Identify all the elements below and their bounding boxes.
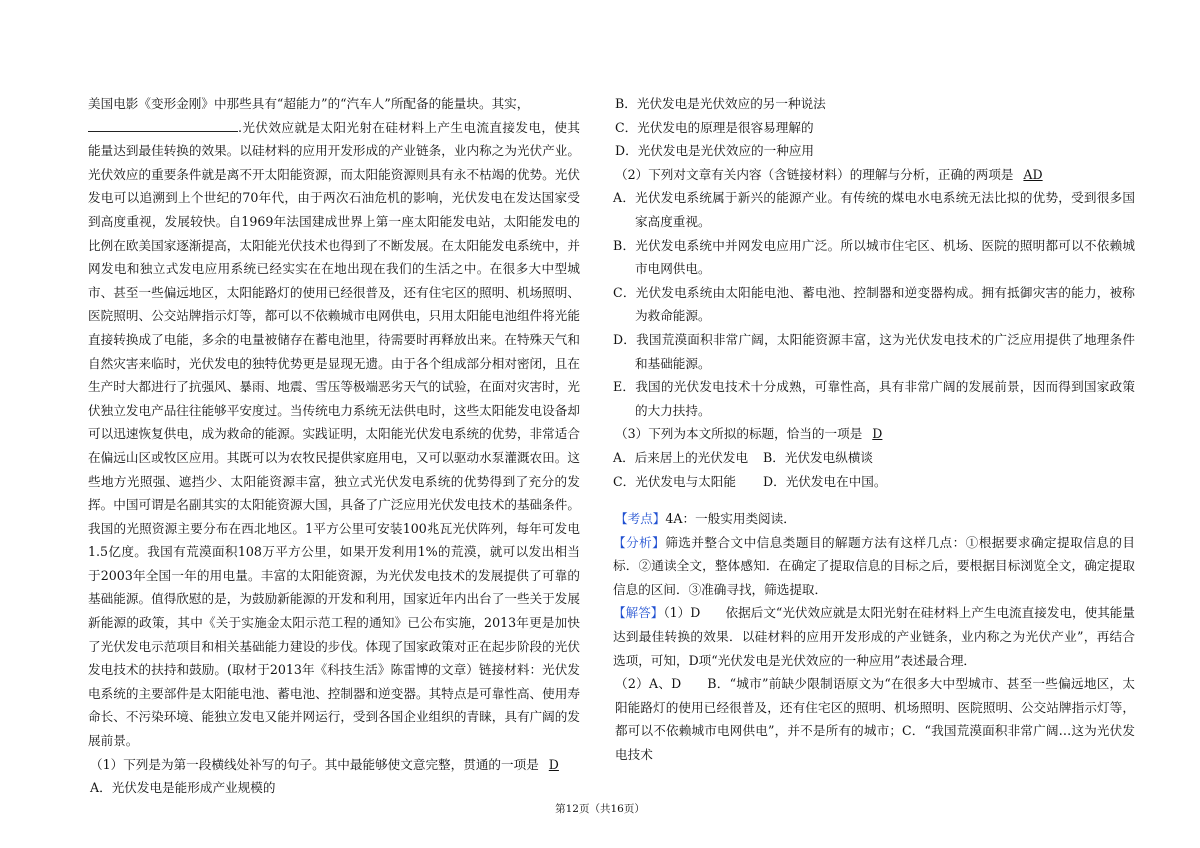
question-1-option-c: C．光伏发电的原理是很容易理解的 xyxy=(615,119,814,135)
question-3-answer: D xyxy=(872,426,883,442)
spacer xyxy=(613,493,1135,507)
question-3-text: （3）下列为本文所拟的标题，恰当的一项是 xyxy=(615,426,863,442)
question-3-options-row1 xyxy=(613,446,1135,470)
kaodian-tag: 【考点】 xyxy=(615,511,666,527)
question-1-text: （1）下列是为第一段横线处补写的句子。其中最能够使文意完整，贯通的一项是 xyxy=(90,756,539,772)
question-2-text: （2）下列对文章有关内容（含链接材料）的理解与分析，正确的两项是 xyxy=(615,166,1014,182)
question-2-option-a: A．光伏发电系统属于新兴的能源产业。有传统的煤电水电系统无法比拟的优势，受到很多国家高度重视。 xyxy=(613,190,1135,229)
question-2-option-b: B．光伏发电系统中并网发电应用广泛。所以城市住宅区、机场、医院的照明都可以不依赖城市电网供电。 xyxy=(613,237,1135,277)
question-1-option-d: D．光伏发电是光伏效应的一种应用 xyxy=(615,143,815,159)
question-3-option-b: B．光伏发电纵横谈 xyxy=(763,449,874,465)
jieda xyxy=(613,601,1135,672)
fenxi-text: 筛选并整合文中信息类题目的解题方法有这样几点：①根据要求确定提取信息的目标．②通读全文，整体感知．在确定了提取信息的目标之后，要根据目标浏览全文，确定提取信息的区间．③准确寻找，筛选提取． xyxy=(613,534,1136,597)
jieda-text: （1）D 依据后文“光伏效应就是太阳光射在硅材料上产生电流直接发电，使其能量达到最佳转换的效果．以硅材料的应用开发形成的产业链条，业内称之为光伏产业”，再结合选项，可知，D项“光伏发电是光伏效应的一种应用”表述最合理． xyxy=(613,605,1135,668)
passage-line1: 美国电影《变形金刚》中那些具有“超能力”的“汽车人”所配备的能量块。其实， xyxy=(88,96,530,111)
fenxi-tag: 【分析】 xyxy=(613,534,666,550)
question-2-option-d: D．我国荒漠面积非常广阔，太阳能资源丰富，这为光伏发电技术的广泛应用提供了地理条件和基础能源。 xyxy=(613,331,1135,371)
kaodian-text: 4A：一般实用类阅读． xyxy=(665,511,796,527)
question-1 xyxy=(88,753,580,777)
fenxi xyxy=(613,531,1135,602)
question-2 xyxy=(613,163,1135,187)
question-3-option-d: D．光伏发电在中国。 xyxy=(763,473,887,489)
question-1-option-b: B．光伏发电是光伏效应的另一种说法 xyxy=(615,96,826,111)
kaodian xyxy=(613,507,1135,531)
jieda-tag: 【解答】 xyxy=(613,605,664,621)
fill-blank xyxy=(88,117,238,132)
question-3-options-row2 xyxy=(613,470,1135,494)
question-1-answer: D xyxy=(548,756,559,772)
question-3 xyxy=(613,422,1135,446)
question-3-option-a: A．后来居上的光伏发电 xyxy=(613,449,749,465)
jieda-part2: （2）A、D B．“城市”前缺少限制语原文为“在很多大中型城市、甚至一些偏远地区，太阳能路灯的使用已经很普及，还有住宅区的照明、机场照明、医院照明、公交站牌指示灯等，都可以不依赖城市电网供电”，并不是所有的城市；C．“我国荒漠面积非常广阔…这为光伏发电技术 xyxy=(615,676,1135,763)
question-2-answer: AD xyxy=(1023,166,1043,182)
question-2-option-e: E．我国的光伏发电技术十分成熟，可靠性高，具有非常广阔的发展前景，因而得到国家政策的大力扶持。 xyxy=(613,379,1135,418)
question-2-option-c: C．光伏发电系统由太阳能电池、蓄电池、控制器和逆变器构成。拥有抵御灾害的能力，被称为救命能源。 xyxy=(613,284,1135,324)
passage-text: .光伏效应就是太阳光射在硅材料上产生电流直接发电，使其能量达到最佳转换的效果。以硅材料的应用开发形成的产业链条，业内称之为光伏产业。光伏效应的重要条件就是离不开太阳能资源，而太阳能资源则具有永不枯竭的优势。光伏发电可以追溯到上个世纪的70年代，由于两次石油危机的影响，光伏发电在发达国家受到高度重视，发展较快。自1969年法国建成世界上第一座太阳能发电站，太阳能发电的比例在欧美国家逐渐提高，太阳能光伏技术也得到了不断发展。在太阳能发电系统中，并网发电和独立式发电应用系统已经实实在在地出现在我们的生活之中。在很多大中型城市、甚至一些偏远地区，太阳能路灯的使用已经很普及，还有住宅区的照明、机场照明、医院照明、公交站牌指示灯等，都可以不依赖城市电网供电，只用太阳能电池组件将光能直接转换成了电能，多余的电量被储存在蓄电池里，待需要时再释放出来。在特殊天气和自然灾害来临时，光伏发电的独特优势更是显现无遗。由于各个组成部分相对密闭，且在生产时大都进行了抗强风、暴雨、地震、雪压等极端恶劣天气的试验，在面对灾害时，光伏独立发电产品往往能够平安度过。当传统电力系统无法供电时，这些太阳能发电设备却可以迅速恢复供电，成为救命的能源。实践证明，太阳能光伏发电系统的优势，非常适合在偏远山区或牧区应用。其既可以为农牧民提供家庭用电，又可以驱动水泵灌溉农田。这些地方光照强、遮挡少、太阳能资源丰富，独立式光伏发电系统的优势得到了充分的发挥。中国可谓是名副其实的太阳能资源大国，具备了广泛应用光伏发电技术的基础条件。我国的光照资源主要分布在西北地区。1平方公里可安装100兆瓦光伏阵列，每年可发电1.5亿度。我国有荒漠面积108万平方公里，如果开发利用1%的荒漠，就可以发出相当于2003年全国一年的用电量。丰富的太阳能资源，为光伏发电技术的发展提供了可靠的基础能源。值得欣慰的是，为鼓励新能源的开发和利用，国家近年内出台了一些关于发展新能源的政策，其中《关于实施金太阳示范工程的通知》已公布实施，2013年更是加快了光伏发电示范项目和相关基础能力建设的步伐。体现了国家政策对正在起步阶段的光伏发电技术的扶持和鼓励。(取材于2013年《科技生活》陈雷博的文章）链接材料：光伏发电系统的主要部件是太阳能电池、蓄电池、控制器和逆变器。其特点是可靠性高、使用寿命长、不污染环境、能独立发电又能并网运行，受到各国企业组织的青睐，具有广阔的发展前景。 xyxy=(88,119,580,749)
question-3-option-c: C．光伏发电与太阳能 xyxy=(613,473,736,489)
question-1-option-a: A．光伏发电是能形成产业规模的 xyxy=(90,780,276,796)
passage-body xyxy=(88,116,580,753)
right-column xyxy=(613,92,1135,767)
page-footer: 第12页（共16页） xyxy=(555,803,645,815)
left-column xyxy=(88,92,580,800)
